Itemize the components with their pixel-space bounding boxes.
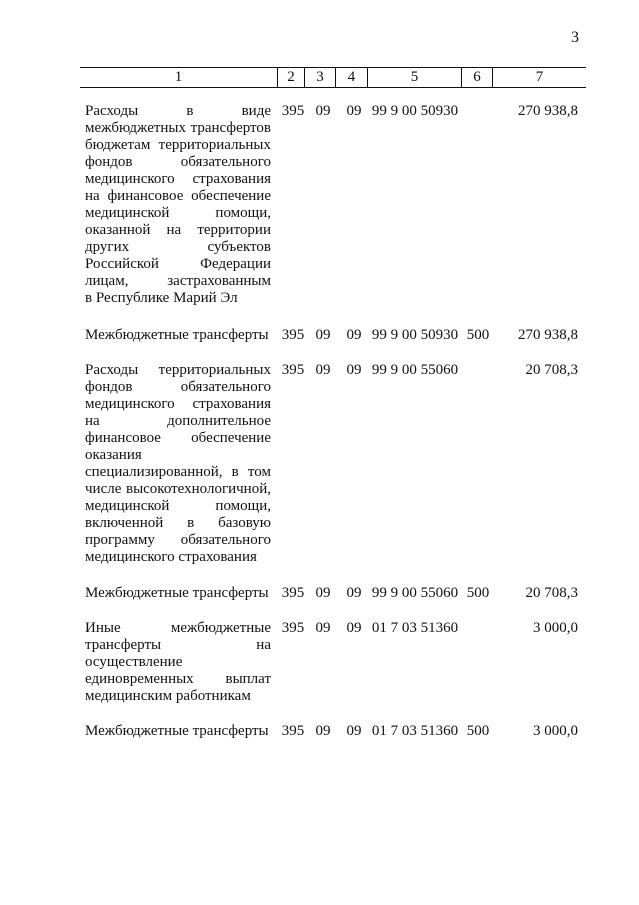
section-code: 09 [315, 103, 331, 119]
amount: 20 708,3 [525, 585, 578, 601]
description-line: межбюджетных трансфертов [85, 120, 271, 136]
target-article-code: 99 9 00 55060 [371, 362, 459, 378]
subsection-code: 09 [346, 620, 362, 636]
target-article-code: 99 9 00 55060 [371, 585, 459, 601]
description-line: единовременных выплат [85, 671, 271, 687]
subsection-code: 09 [346, 327, 362, 343]
amount: 3 000,0 [533, 723, 578, 739]
row-description [85, 585, 271, 602]
amount: 20 708,3 [525, 362, 578, 378]
amount: 270 938,8 [518, 103, 578, 119]
amount: 270 938,8 [518, 327, 578, 343]
row-description [85, 103, 271, 307]
row-description [85, 723, 271, 740]
description-line: Российской Федерации [85, 256, 271, 272]
description-line: оказания [85, 447, 142, 463]
target-article-code: 99 9 00 50930 [371, 103, 459, 119]
admin-code: 395 [281, 327, 305, 343]
description-line: Расходы в виде [85, 103, 271, 119]
description-line: Межбюджетные трансферты [85, 327, 269, 343]
description-line: числе высокотехнологичной, [85, 481, 271, 497]
section-code: 09 [315, 362, 331, 378]
subsection-code: 09 [346, 362, 362, 378]
header-col-1: 1 [174, 69, 183, 85]
expense-type-code: 500 [466, 723, 490, 739]
description-line: медицинского страхования [85, 549, 257, 565]
description-line: бюджетам территориальных [85, 137, 271, 153]
description-line: медицинской помощи, [85, 205, 271, 221]
description-line: Межбюджетные трансферты [85, 585, 269, 601]
description-line: оказанной на территории [85, 222, 271, 238]
description-line: других субъектов [85, 239, 271, 255]
row-description [85, 327, 271, 344]
description-line: медицинской помощи, [85, 498, 271, 514]
admin-code: 395 [281, 585, 305, 601]
table-header [80, 67, 586, 88]
description-line: Иные межбюджетные [85, 620, 271, 636]
section-code: 09 [315, 327, 331, 343]
description-line: программу обязательного [85, 532, 271, 548]
row-description [85, 362, 271, 566]
expense-type-code: 500 [466, 327, 490, 343]
description-line: в Республике Марий Эл [85, 290, 238, 306]
target-article-code: 01 7 03 51360 [371, 620, 459, 636]
description-line: Расходы территориальных [85, 362, 271, 378]
amount: 3 000,0 [533, 620, 578, 636]
section-code: 09 [315, 585, 331, 601]
description-line: Межбюджетные трансферты [85, 723, 269, 739]
description-line: фондов обязательного [85, 379, 271, 395]
subsection-code: 09 [346, 723, 362, 739]
header-col-2: 2 [287, 69, 295, 85]
row-description [85, 620, 271, 705]
description-line: на дополнительное [85, 413, 271, 429]
description-line: медицинского страхования [85, 396, 271, 412]
page-number: 3 [571, 29, 579, 46]
admin-code: 395 [281, 723, 305, 739]
description-line: специализированной, в том [85, 464, 271, 480]
target-article-code: 99 9 00 50930 [371, 327, 459, 343]
header-col-7: 7 [535, 69, 544, 85]
subsection-code: 09 [346, 103, 362, 119]
header-col-5: 5 [410, 69, 419, 85]
section-code: 09 [315, 723, 331, 739]
description-line: включенной в базовую [85, 515, 271, 531]
description-line: трансферты на [85, 637, 271, 653]
description-line: медицинского страхования [85, 171, 271, 187]
description-line: медицинским работникам [85, 688, 251, 704]
subsection-code: 09 [346, 585, 362, 601]
admin-code: 395 [281, 620, 305, 636]
admin-code: 395 [281, 103, 305, 119]
description-line: осуществление [85, 654, 183, 670]
header-col-6: 6 [473, 69, 481, 85]
expense-type-code: 500 [466, 585, 490, 601]
header-col-3: 3 [316, 69, 324, 85]
target-article-code: 01 7 03 51360 [371, 723, 459, 739]
admin-code: 395 [281, 362, 305, 378]
description-line: финансовое обеспечение [85, 430, 271, 446]
description-line: фондов обязательного [85, 154, 271, 170]
section-code: 09 [315, 620, 331, 636]
description-line: лицам, застрахованным [85, 273, 271, 289]
header-col-4: 4 [347, 69, 356, 85]
description-line: на финансовое обеспечение [85, 188, 271, 204]
